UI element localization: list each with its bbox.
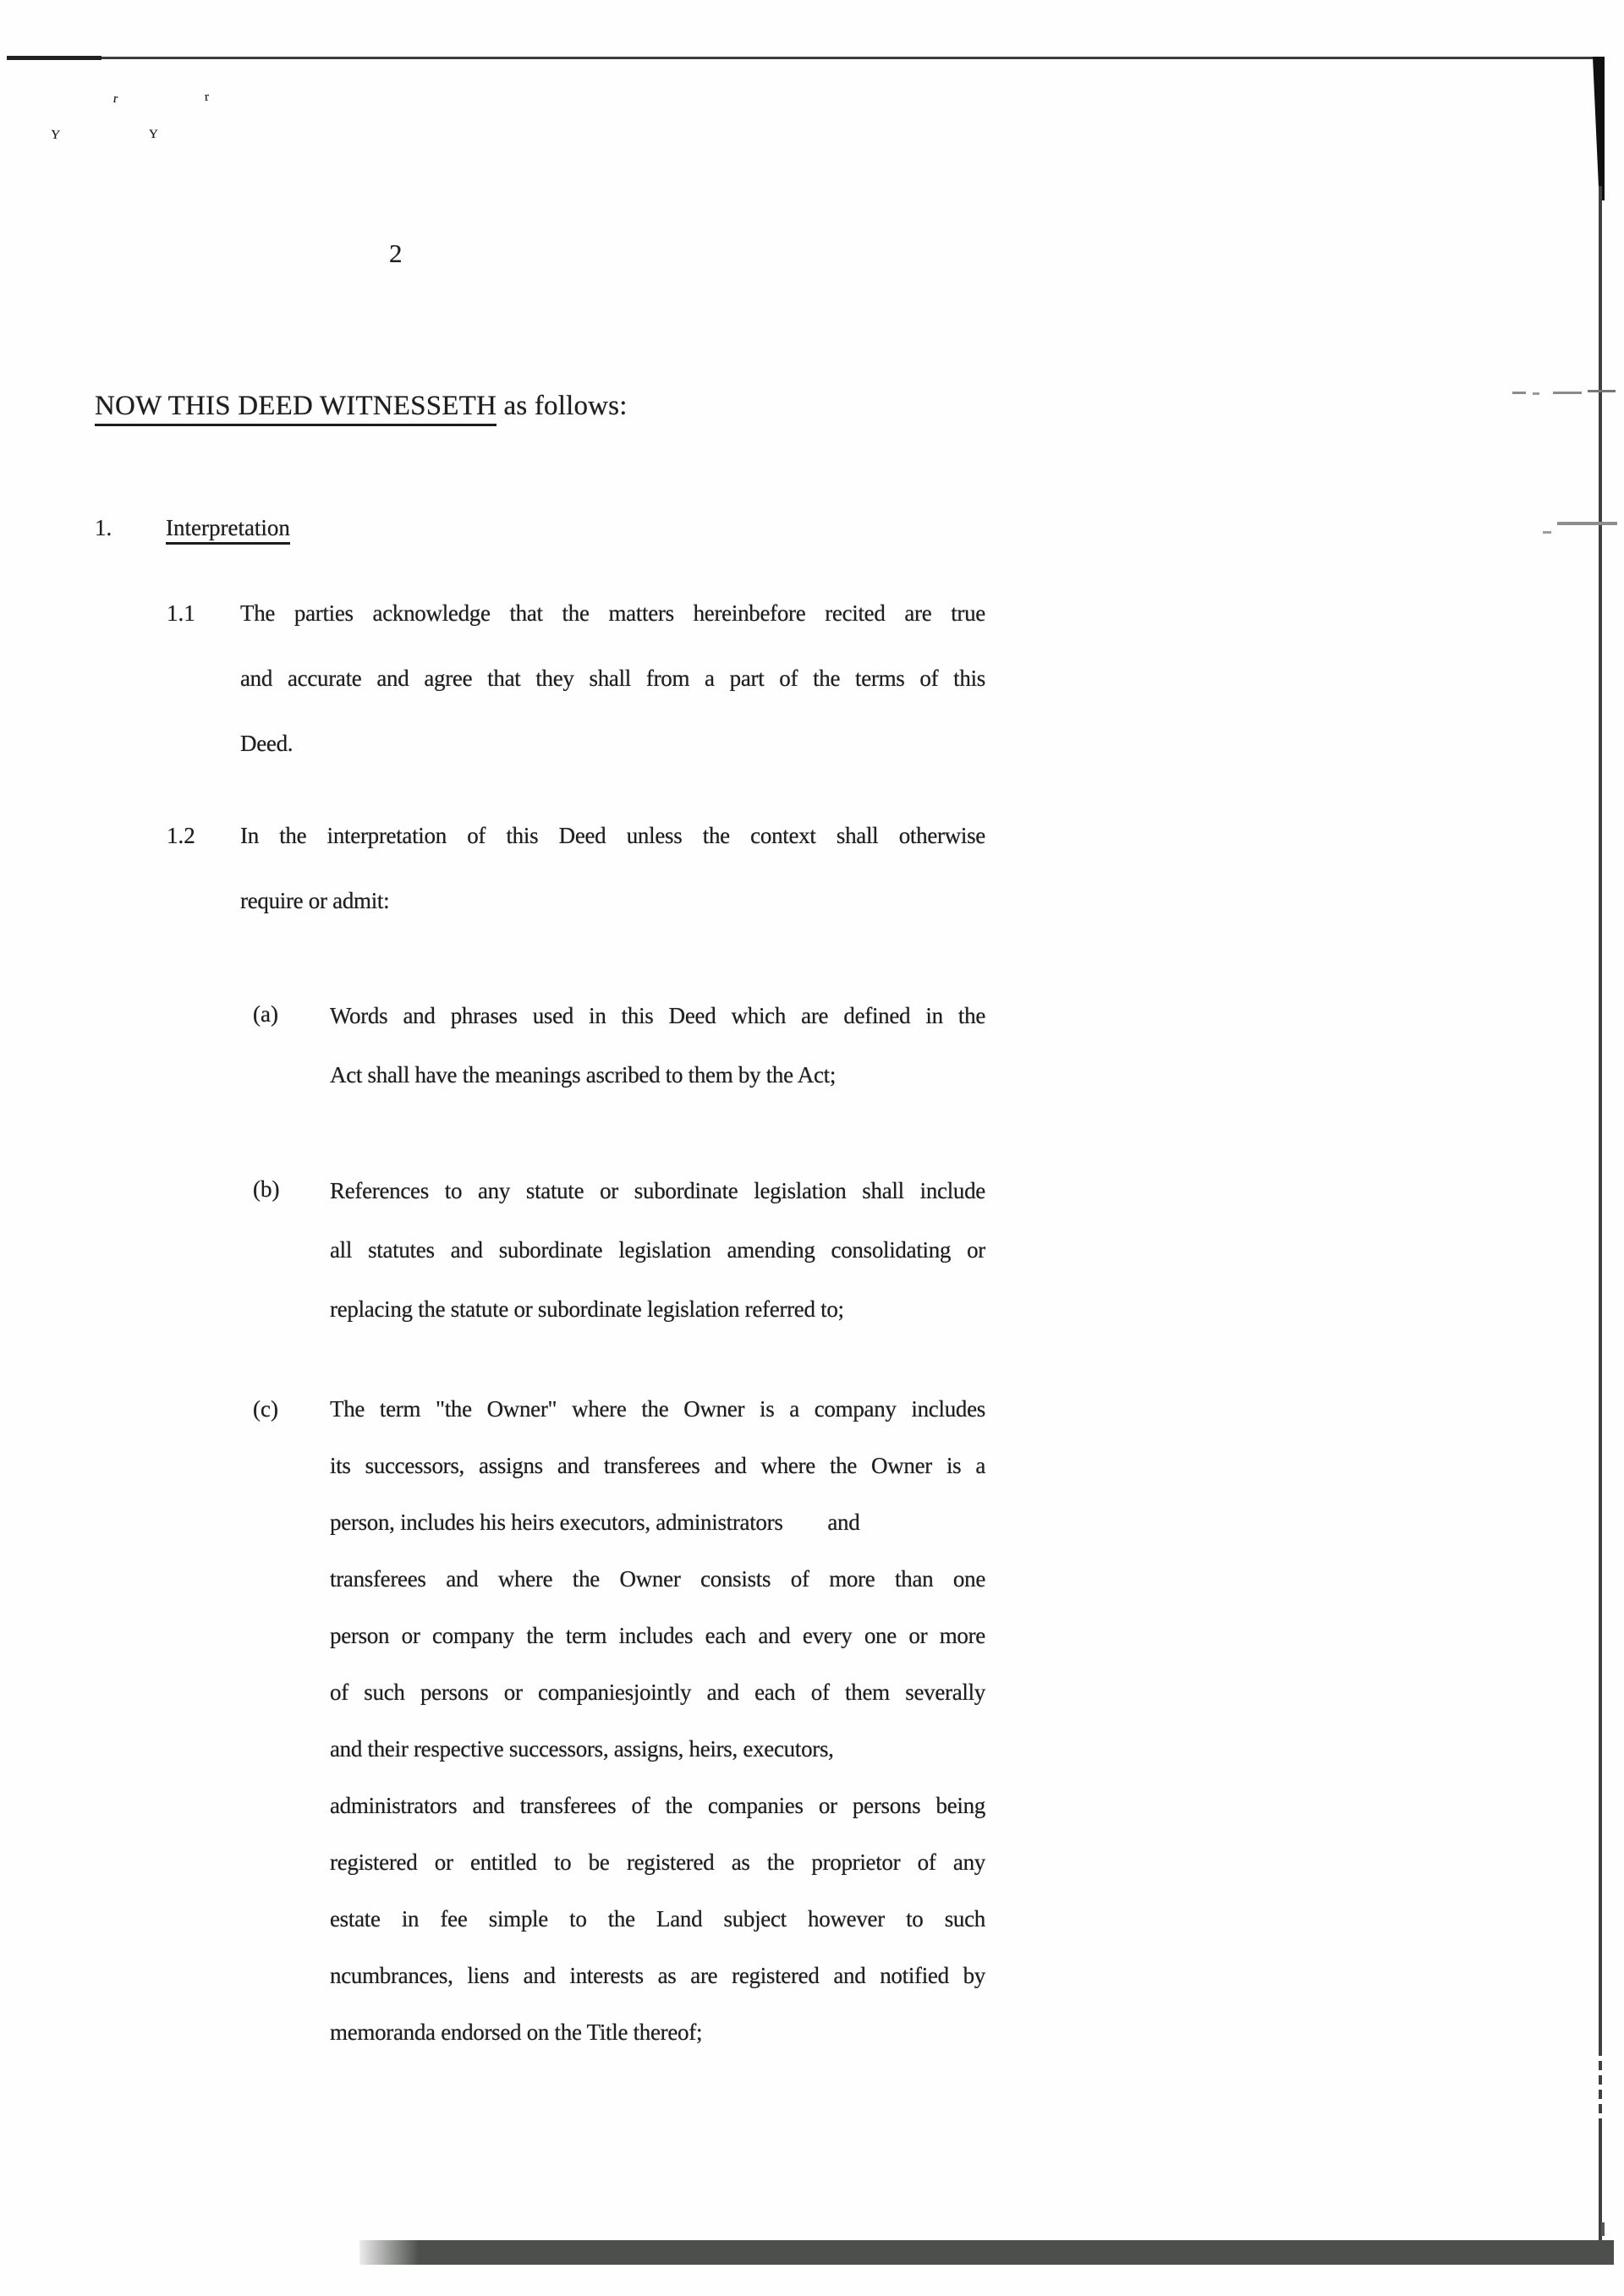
margin-dash (1553, 392, 1582, 394)
scan-top-edge-line-thick (7, 56, 102, 60)
text-line: all statutes and subordinate legislation amending consolidating or (330, 1237, 985, 1263)
clause-1-1-number: 1.1 (167, 600, 195, 626)
subclause-b-paragraph (330, 1161, 985, 1339)
deed-heading (95, 391, 628, 422)
stray-ink-mark: Y (149, 128, 158, 141)
stray-ink-mark: r (112, 91, 119, 107)
scan-top-edge-line (7, 57, 1600, 59)
subclause-a-paragraph (330, 986, 985, 1104)
scan-right-edge-wedge (1593, 57, 1605, 200)
clause-1-1-paragraph (240, 581, 985, 776)
scan-bottom-edge-bar (359, 2240, 1614, 2265)
clause-1-title (166, 514, 290, 541)
text-line: and their respective successors, assigns, heirs, executors, (330, 1736, 834, 1762)
margin-dash (1512, 392, 1526, 394)
page-number: 2 (389, 238, 403, 268)
text-line: person or company the term includes each and every one or more (330, 1623, 985, 1648)
text-line: ncumbrances, liens and interests as are registered and notified by (330, 1963, 985, 1988)
clause-1-number: 1. (95, 515, 112, 540)
scan-right-edge-dashes (1599, 2047, 1602, 2123)
stray-ink-mark: Y (50, 128, 61, 143)
text-line: of such persons or companiesjointly and each of them severally (330, 1680, 985, 1705)
text-line: transferees and where the Owner consists of more than one (330, 1566, 985, 1592)
clause-1-title-text: Interpretation (166, 515, 290, 545)
text-line: and accurate and agree that they shall from a part of the terms of this (240, 666, 985, 691)
scan-right-edge-line (1599, 186, 1602, 2249)
text-line: require or admit: (240, 888, 390, 913)
text-line: The term "the Owner" where the Owner is a company includes (330, 1396, 985, 1422)
clause-1-2-number: 1.2 (167, 823, 195, 848)
text-line: administrators and transferees of the companies or persons being (330, 1793, 985, 1818)
deed-heading-underlined: NOW THIS DEED WITNESSETH (95, 391, 497, 426)
text-line: replacing the statute or subordinate legislation referred to; (330, 1296, 844, 1322)
text-line: References to any statute or subordinate legislation shall include (330, 1178, 985, 1203)
text-line: In the interpretation of this Deed unless the context shall otherwise (240, 823, 985, 848)
text-line: estate in fee simple to the Land subject however to such (330, 1906, 985, 1932)
subclause-c-number: (c) (253, 1396, 278, 1422)
subclause-b-number: (b) (253, 1176, 280, 1202)
text-line: its successors, assigns and transferees and where the Owner is a (330, 1453, 985, 1478)
stray-ink-mark: r (204, 90, 210, 105)
text-line: Act shall have the meanings ascribed to them by the Act; (330, 1062, 837, 1088)
margin-dash (1557, 522, 1617, 525)
subclause-a-number: (a) (253, 1001, 278, 1027)
text-line: registered or entitled to be registered as the proprietor of any (330, 1849, 985, 1875)
subclause-c-paragraph (330, 1381, 985, 2061)
clause-1-2-paragraph (240, 803, 985, 934)
text-line: memoranda endorsed on the Title thereof; (330, 2019, 703, 2045)
text-line: person, includes his heirs executors, administrators and (330, 1510, 860, 1535)
margin-dash (1543, 531, 1551, 534)
margin-dash (1588, 390, 1616, 392)
text-line: Words and phrases used in this Deed which are defined in the (330, 1003, 985, 1028)
scan-bottom-edge-notch (1601, 2222, 1605, 2236)
margin-dash (1533, 392, 1539, 395)
text-line: Deed. (240, 731, 294, 756)
deed-heading-rest: as follows: (497, 391, 628, 421)
text-line: The parties acknowledge that the matters hereinbefore recited are true (240, 600, 985, 626)
